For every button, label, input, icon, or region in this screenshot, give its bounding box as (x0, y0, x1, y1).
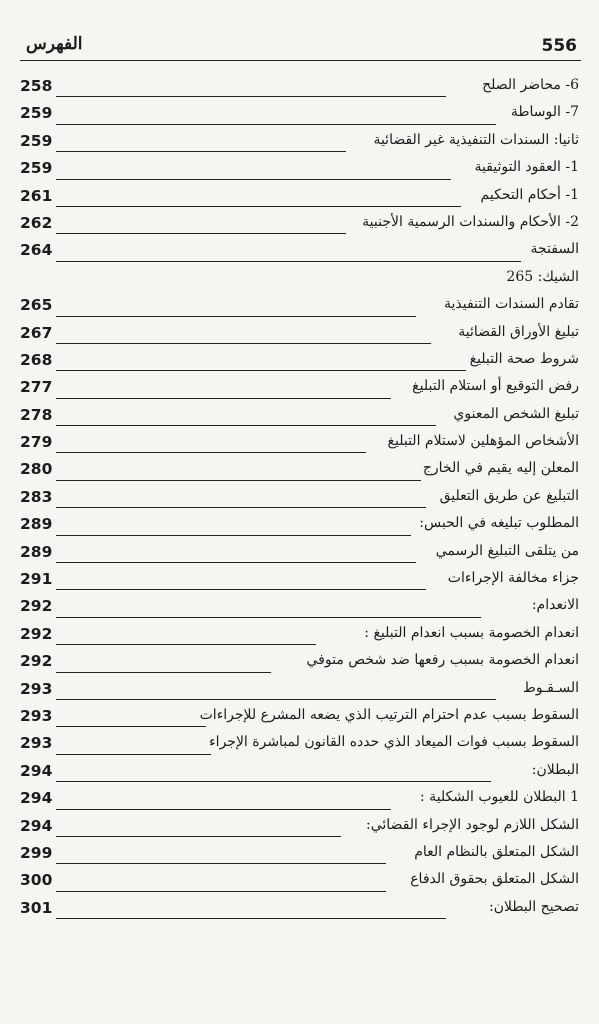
toc-page-number: 294 (20, 789, 53, 808)
dotted-leader (56, 316, 416, 317)
toc-page-number: 289 (20, 515, 53, 534)
toc-page-number: 261 (20, 186, 53, 205)
toc-entry (20, 870, 581, 897)
dotted-leader (56, 672, 271, 673)
toc-entry-label: من يتلقى التبليغ الرسمي (432, 543, 579, 559)
toc-entry-label: ثانيا: السندات التنفيذية غير القضائية (369, 132, 579, 148)
toc-entry (20, 103, 581, 130)
toc-page-number: 268 (20, 350, 53, 369)
toc-page-number: 267 (20, 323, 53, 342)
dotted-leader (56, 589, 426, 590)
toc-entry-label: الانعدام: (528, 597, 579, 613)
toc-entry-label: 1 البطلان للعيوب الشكلية : (416, 789, 579, 805)
dotted-leader (56, 261, 521, 262)
dotted-leader (56, 562, 416, 563)
toc-page-number: 292 (20, 624, 53, 643)
toc-entry-label: المطلوب تبليغه في الحبس: (415, 515, 579, 531)
toc-entry-label: المعلن إليه يقيم في الخارج (419, 460, 579, 476)
toc-entry (20, 651, 581, 678)
toc-entry-label: السفتجة (527, 241, 580, 257)
toc-page-number: 280 (20, 460, 53, 479)
toc-entry-label: تصحيح البطلان: (485, 899, 579, 915)
toc-entry (20, 487, 581, 514)
toc-entry-label: السـقـوط (519, 680, 579, 696)
toc-entry-label: الشكل اللازم لوجود الإجراء القضائي: (362, 817, 579, 833)
toc-page-number: 292 (20, 652, 53, 671)
dotted-leader (56, 918, 446, 919)
toc-entry-label: رفض التوقيع أو استلام التبليغ (408, 378, 579, 394)
toc-entry (20, 350, 581, 377)
toc-page-number: 291 (20, 570, 53, 589)
toc-entry (20, 542, 581, 569)
toc-page-number: 283 (20, 487, 53, 506)
toc-entry-label: 1- العقود التوثيقية (470, 159, 579, 175)
dotted-leader (56, 398, 391, 399)
toc-page-number: 262 (20, 213, 53, 232)
toc-entry-label: الشكل المتعلق بحقوق الدفاع (406, 871, 579, 887)
toc-entry (20, 432, 581, 459)
dotted-leader (56, 452, 366, 453)
toc-entry (20, 158, 581, 185)
toc-entry-label: التبليغ عن طريق التعليق (436, 488, 579, 504)
toc-page-number: 259 (20, 159, 53, 178)
toc-page-number: 265 (20, 296, 53, 315)
toc-page-number: 294 (20, 761, 53, 780)
dotted-leader (56, 699, 496, 700)
dotted-leader (56, 726, 206, 727)
toc-entry (20, 459, 581, 486)
dotted-leader (56, 480, 421, 481)
toc-page-number: 293 (20, 679, 53, 698)
toc-entry-label: 6- محاضر الصلح (478, 77, 579, 93)
dotted-leader (56, 233, 346, 234)
toc-entry (20, 405, 581, 432)
toc-page-number: 294 (20, 816, 53, 835)
toc-entry (20, 240, 581, 267)
toc-entry (20, 514, 581, 541)
dotted-leader (56, 617, 481, 618)
toc-entry-label: انعدام الخصومة بسبب انعدام التبليغ : (360, 625, 579, 641)
toc-entry-label: البطلان: (528, 762, 579, 778)
toc-entry (20, 213, 581, 240)
toc-page-number: 292 (20, 597, 53, 616)
dotted-leader (56, 124, 496, 125)
toc-page-number: 259 (20, 104, 53, 123)
toc-entry (20, 761, 581, 788)
toc-entry-label: تقادم السندات التنفيذية (440, 296, 579, 312)
toc-page-number: 301 (20, 898, 53, 917)
dotted-leader (56, 425, 436, 426)
toc-entry (20, 131, 581, 158)
toc-entry-label: السقوط بسبب عدم احترام الترتيب الذي يضعه المشرع للإجراءات (196, 707, 579, 723)
page-number: 556 (541, 36, 577, 56)
toc-entry (20, 569, 581, 596)
dotted-leader (56, 891, 386, 892)
toc-entry (20, 377, 581, 404)
toc-page-number: 293 (20, 734, 53, 753)
dotted-leader (56, 179, 451, 180)
toc-entry (20, 706, 581, 733)
toc-page-number: 299 (20, 843, 53, 862)
toc-entry (20, 898, 581, 925)
toc-entry (20, 733, 581, 760)
toc-entry-label: الشكل المتعلق بالنظام العام (410, 844, 579, 860)
dotted-leader (56, 96, 446, 97)
table-of-contents (20, 76, 581, 925)
toc-entry-label: 1- أحكام التحكيم (477, 187, 579, 203)
dotted-leader (56, 535, 411, 536)
dotted-leader (56, 370, 466, 371)
toc-entry-label: تبليغ الأوراق القضائية (454, 324, 579, 340)
dotted-leader (56, 644, 316, 645)
toc-page-number: 293 (20, 706, 53, 725)
toc-entry (20, 268, 581, 295)
dotted-leader (56, 151, 346, 152)
toc-entry-label: الشيك: 265 (502, 269, 579, 285)
toc-entry-label: 2- الأحكام والسندات الرسمية الأجنبية (358, 214, 579, 230)
dotted-leader (56, 863, 386, 864)
dotted-leader (56, 507, 426, 508)
toc-entry (20, 679, 581, 706)
toc-entry-label: انعدام الخصومة بسبب رفعها ضد شخص متوفي (303, 652, 579, 668)
dotted-leader (56, 206, 461, 207)
toc-entry-label: شروط صحة التبليغ (466, 351, 579, 367)
toc-page-number: 277 (20, 378, 53, 397)
toc-page-number: 264 (20, 241, 53, 260)
toc-entry (20, 323, 581, 350)
dotted-leader (56, 809, 391, 810)
toc-page-number: 258 (20, 77, 53, 95)
toc-entry (20, 76, 581, 103)
dotted-leader (56, 836, 341, 837)
toc-entry-label: 7- الوساطة (507, 104, 579, 120)
toc-entry (20, 843, 581, 870)
toc-entry (20, 816, 581, 843)
toc-entry-label: السقوط بسبب فوات الميعاد الذي حدده القانون لمباشرة الإجراء (205, 734, 579, 750)
dotted-leader (56, 781, 491, 782)
toc-entry (20, 186, 581, 213)
toc-entry-label: جزاء مخالفة الإجراءات (444, 570, 579, 586)
toc-page-number: 300 (20, 871, 53, 890)
toc-entry-label: تبليغ الشخص المعنوي (449, 406, 579, 422)
toc-page-number: 259 (20, 131, 53, 150)
toc-entry-label: الأشخاص المؤهلين لاستلام التبليغ (384, 433, 579, 449)
toc-entry (20, 295, 581, 322)
dotted-leader (56, 343, 431, 344)
page-title: الفهرس (26, 34, 83, 54)
toc-entry (20, 596, 581, 623)
page-header (20, 34, 581, 61)
toc-entry (20, 624, 581, 651)
toc-page-number: 278 (20, 405, 53, 424)
toc-page-number: 279 (20, 433, 53, 452)
dotted-leader (56, 754, 211, 755)
toc-page-number: 289 (20, 542, 53, 561)
toc-entry (20, 788, 581, 815)
